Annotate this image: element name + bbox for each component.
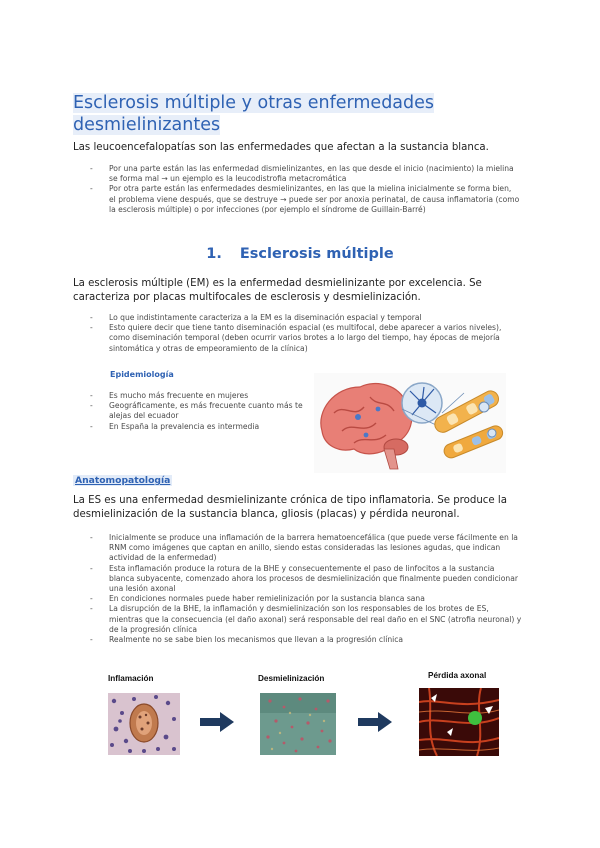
right-arrow-icon bbox=[358, 712, 392, 732]
intro-bullet-list bbox=[90, 164, 520, 215]
pathology-bullet-list bbox=[90, 533, 522, 645]
intro-paragraph: Las leucoencefalopatías son las enfermedades que afectan a la sustancia blanca. bbox=[73, 142, 489, 153]
brain-neuron-icon bbox=[314, 373, 506, 473]
caption-inflammation: Inflamación bbox=[108, 674, 154, 683]
section-title: Esclerosis múltiple bbox=[239, 246, 394, 262]
list-item: - Es mucho más frecuente en mujeres bbox=[90, 391, 310, 401]
inflammation-micrograph bbox=[108, 693, 180, 755]
caption-demyelination: Desmielinización bbox=[258, 674, 325, 683]
demyelination-micrograph-icon bbox=[260, 693, 336, 755]
inflammation-micrograph-icon bbox=[108, 693, 180, 755]
epidemiology-bullet-list bbox=[90, 391, 310, 432]
section-number: 1. bbox=[206, 246, 222, 262]
epidemiology-heading: Epidemiología bbox=[110, 370, 174, 379]
list-item: - Esto quiere decir que tiene tanto diseminación espacial (es multifocal, debe aparecer a varios niveles), como diseminación temporal (deben ocurrir varios brotes a lo largo del tiempo, hay épocas de mejoría sintomática y otras de empeoramiento de la clínica) bbox=[90, 323, 522, 354]
pathology-paragraph: La ES es una enfermedad desmielinizante crónica de tipo inflamatoria. Se produce la desmielinización de la sustancia blanca, gliosis (placas) y pérdida neuronal. bbox=[73, 495, 507, 520]
stage-arrow-2 bbox=[358, 712, 392, 736]
list-item: - En España la prevalencia es intermedia bbox=[90, 422, 310, 432]
document-title: Esclerosis múltiple y otras enfermedades desmielinizantes bbox=[73, 93, 435, 135]
demyelination-micrograph bbox=[260, 693, 336, 755]
list-item: - La disrupción de la BHE, la inflamación y desmielinización son los responsables de los brotes de ES, mientras que la consecuencia (el daño axonal) será responsable del real daño en el SNC (atrofia neuronal) y de la progresión clínica bbox=[90, 604, 522, 635]
em-paragraph: La esclerosis múltiple (EM) es la enfermedad desmielinizante por excelencia. Se caracteriza por placas multifocales de esclerosis y desmielinización. bbox=[73, 278, 482, 303]
right-arrow-icon bbox=[200, 712, 234, 732]
list-item: - Geográficamente, es más frecuente cuanto más te alejas del ecuador bbox=[90, 401, 310, 421]
em-bullet-list bbox=[90, 313, 522, 354]
pathology-heading: Anatomopatología bbox=[75, 475, 171, 486]
list-item: - Esta inflamación produce la rotura de la BHE y consecuentemente el paso de linfocitos a la sustancia blanca subyacente, comenzado ahora los procesos de desmielinización que finalmente pueden condicionar una lesión axonal bbox=[90, 564, 522, 595]
axonal-loss-micrograph-icon bbox=[419, 688, 499, 756]
stage-arrow-1 bbox=[200, 712, 234, 736]
list-item: - En condiciones normales puede haber remielinización por la sustancia blanca sana bbox=[90, 594, 522, 604]
list-item: - Por otra parte están las enfermedades desmielinizantes, en las que la mielina inicialmente se forma bien, el problema viene después, que se destruye → puede ser por anoxia perinatal, de causa inflamatoria (como la esclerosis múltiple) o por infecciones (por ejemplo el síndrome de Guillain-Barré) bbox=[90, 184, 520, 215]
list-item: - Inicialmente se produce una inflamación de la barrera hematoencefálica (que puede verse fácilmente en la RNM como imágenes que captan en anillo, siendo estas consideradas las lesiones agudas, que indican actividad de la enfermedad) bbox=[90, 533, 522, 564]
list-item: - Lo que indistintamente caracteriza a la EM es la diseminación espacial y temporal bbox=[90, 313, 522, 323]
brain-neuron-illustration bbox=[314, 373, 506, 473]
caption-axonal-loss: Pérdida axonal bbox=[428, 671, 487, 680]
section-heading-esclerosis bbox=[0, 246, 600, 262]
list-item: - Por una parte están las las enfermedad dismielinizantes, en las que desde el inicio (nacimiento) la mielina se forma mal → un ejemplo es la leucodistrofia metacromática bbox=[90, 164, 520, 184]
list-item: - Realmente no se sabe bien los mecanismos que llevan a la progresión clínica bbox=[90, 635, 522, 645]
axonal-loss-micrograph bbox=[419, 688, 499, 756]
